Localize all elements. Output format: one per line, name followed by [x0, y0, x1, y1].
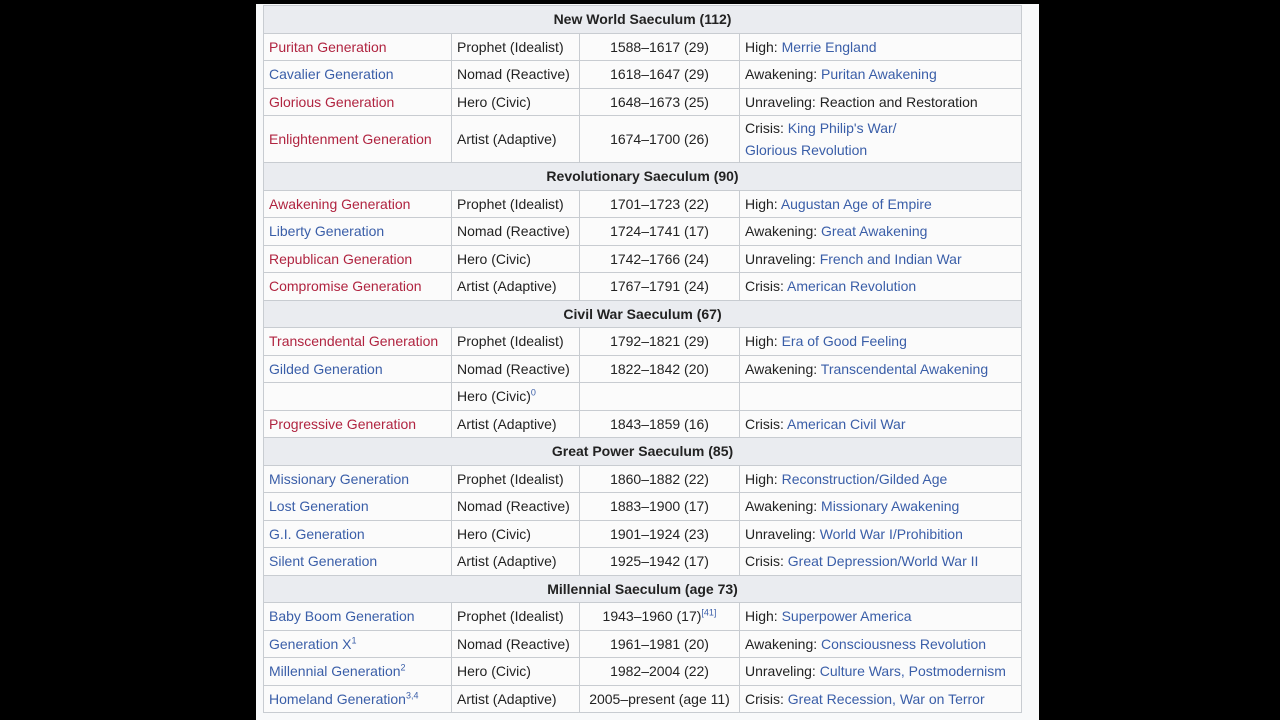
table-row: [264, 328, 1022, 356]
generation-cell: [264, 116, 452, 163]
birth-years-text: 1701–1723 (22): [610, 195, 709, 212]
turning-cell: [740, 685, 1022, 713]
birth-years-cell: [580, 383, 740, 411]
turning-link[interactable]: Transcendental Awakening: [820, 360, 989, 377]
turning-label: Awakening:: [745, 635, 818, 652]
table-row: [264, 190, 1022, 218]
birth-years-cell: [580, 520, 740, 548]
archetype-text: Artist (Adaptive): [457, 278, 557, 295]
footnote-ref[interactable]: 0: [530, 387, 536, 398]
table-row: [264, 88, 1022, 116]
archetype-cell: [452, 685, 580, 713]
table-row: [264, 273, 1022, 301]
birth-years-cell: [580, 273, 740, 301]
birth-years-text: 1742–1766 (24): [610, 250, 709, 267]
birth-years-text: 1792–1821 (29): [610, 333, 709, 350]
archetype-text: Hero (Civic): [457, 663, 531, 680]
birth-years-cell: [580, 685, 740, 713]
archetype-text: Nomad (Reactive): [457, 66, 570, 83]
birth-years-cell: [580, 548, 740, 576]
section-title: Millennial Saeculum (age 73): [264, 575, 1022, 603]
archetype-cell: [452, 88, 580, 116]
birth-years-cell: [580, 328, 740, 356]
archetype-text: Artist (Adaptive): [457, 415, 557, 432]
turning-link[interactable]: World War I/Prohibition: [819, 525, 963, 542]
turning-link[interactable]: Great Awakening: [821, 223, 928, 240]
birth-years-cell: [580, 245, 740, 273]
archetype-text: Prophet (Idealist): [457, 608, 564, 625]
turning-label: High:: [745, 470, 778, 487]
table-row: [264, 61, 1022, 89]
birth-years-text: 1588–1617 (29): [610, 38, 709, 55]
saeculum-table: [263, 5, 1022, 713]
turning-label: Awakening:: [745, 66, 818, 83]
birth-years-cell: [580, 190, 740, 218]
archetype-text: Prophet (Idealist): [457, 195, 564, 212]
generation-cell: [264, 383, 452, 411]
generation-cell: [264, 465, 452, 493]
generation-cell: [264, 658, 452, 686]
generation-cell: [264, 685, 452, 713]
archetype-text: Artist (Adaptive): [457, 690, 557, 707]
archetype-cell: [452, 273, 580, 301]
birth-years-cell: [580, 410, 740, 438]
section-header-row: [264, 438, 1022, 466]
birth-years-text: 1822–1842 (20): [610, 360, 709, 377]
birth-years-text: 1648–1673 (25): [610, 93, 709, 110]
archetype-text: Prophet (Idealist): [457, 38, 564, 55]
generation-cell: [264, 328, 452, 356]
turning-cell: [740, 61, 1022, 89]
turning-link[interactable]: King Philip's War/: [787, 120, 897, 136]
generation-link[interactable]: Homeland Generation: [269, 690, 406, 707]
archetype-text: Prophet (Idealist): [457, 333, 564, 350]
turning-label: Crisis:: [745, 553, 784, 570]
generation-link[interactable]: Awakening Generation: [269, 195, 411, 212]
archetype-cell: [452, 465, 580, 493]
generation-cell: [264, 190, 452, 218]
section-header-row: [264, 6, 1022, 34]
turning-label: High:: [745, 608, 778, 625]
archetype-text: Nomad (Reactive): [457, 498, 570, 515]
archetype-cell: [452, 410, 580, 438]
turning-cell: [740, 88, 1022, 116]
archetype-cell: [452, 493, 580, 521]
birth-years-text: 1943–1960 (17): [602, 608, 702, 625]
archetype-text: Hero (Civic): [457, 525, 531, 542]
turning-label: Crisis:: [745, 120, 784, 136]
birth-years-text: 1982–2004 (22): [610, 663, 709, 680]
turning-link[interactable]: Augustan Age of Empire: [780, 195, 932, 212]
turning-cell: [740, 548, 1022, 576]
archetype-text: Hero (Civic): [457, 250, 531, 267]
archetype-text: Nomad (Reactive): [457, 223, 570, 240]
turning-label: High:: [745, 333, 778, 350]
table-row: [264, 548, 1022, 576]
turning-link[interactable]: Reconstruction/Gilded Age: [781, 470, 948, 487]
generation-link[interactable]: Compromise Generation: [269, 278, 422, 295]
generation-cell: [264, 603, 452, 631]
birth-years-cell: [580, 88, 740, 116]
turning-link[interactable]: Consciousness Revolution: [821, 635, 987, 652]
turning-link[interactable]: Superpower America: [781, 608, 912, 625]
generation-cell: [264, 355, 452, 383]
generation-cell: [264, 410, 452, 438]
turning-cell: [740, 245, 1022, 273]
birth-years-text: 1961–1981 (20): [610, 635, 709, 652]
archetype-text: Nomad (Reactive): [457, 635, 570, 652]
generation-cell: [264, 88, 452, 116]
generation-link[interactable]: Enlightenment Generation: [269, 131, 432, 147]
table-row: [264, 116, 1022, 163]
table-row: [264, 33, 1022, 61]
generation-cell: [264, 520, 452, 548]
generation-link[interactable]: G.I. Generation: [269, 525, 365, 542]
turning-label: Unraveling:: [745, 663, 816, 680]
table-row: [264, 245, 1022, 273]
generation-link[interactable]: Missionary Generation: [269, 470, 410, 487]
turning-cell: [740, 603, 1022, 631]
turning-label: Awakening:: [745, 223, 818, 240]
birth-years-text: 1901–1924 (23): [610, 525, 709, 542]
generation-link[interactable]: Lost Generation: [269, 498, 369, 515]
turning-label: Crisis:: [745, 278, 784, 295]
birth-years-cell: [580, 465, 740, 493]
generation-cell: [264, 548, 452, 576]
archetype-text: Prophet (Idealist): [457, 470, 564, 487]
generation-cell: [264, 245, 452, 273]
archetype-cell: [452, 33, 580, 61]
table-row: [264, 520, 1022, 548]
archetype-cell: [452, 328, 580, 356]
turning-cell: [740, 383, 1022, 411]
turning-link[interactable]: Great Recession, War on Terror: [787, 690, 985, 707]
birth-years-cell: [580, 658, 740, 686]
turning-link[interactable]: French and Indian War: [819, 250, 962, 267]
turning-cell: [740, 520, 1022, 548]
archetype-cell: [452, 630, 580, 658]
section-header-row: [264, 163, 1022, 191]
generation-cell: [264, 218, 452, 246]
footnote-ref[interactable]: 2: [400, 662, 406, 673]
turning-label: Unraveling: Reaction and Restoration: [745, 93, 978, 110]
turning-cell: [740, 355, 1022, 383]
generation-link[interactable]: Baby Boom Generation: [269, 608, 415, 625]
turning-label: Awakening:: [745, 360, 818, 377]
archetype-cell: [452, 245, 580, 273]
section-header-row: [264, 300, 1022, 328]
turning-cell: [740, 273, 1022, 301]
turning-cell: [740, 410, 1022, 438]
birth-years-text: 1767–1791 (24): [610, 278, 709, 295]
generation-link[interactable]: Generation X: [269, 635, 352, 652]
generation-link[interactable]: Transcendental Generation: [269, 333, 439, 350]
archetype-text: Hero (Civic): [457, 93, 531, 110]
birth-years-text: 1674–1700 (26): [610, 131, 709, 147]
archetype-cell: [452, 658, 580, 686]
birth-years-text: 2005–present (age 11): [589, 690, 730, 707]
table-row: [264, 218, 1022, 246]
birth-years-cell: [580, 116, 740, 163]
archetype-cell: [452, 355, 580, 383]
birth-years-cell: [580, 493, 740, 521]
turning-label: Awakening:: [745, 498, 818, 515]
turning-link[interactable]: Great Depression/World War II: [787, 553, 979, 570]
generation-link[interactable]: Gilded Generation: [269, 360, 383, 377]
archetype-cell: [452, 190, 580, 218]
turning-cell: [740, 630, 1022, 658]
table-row: [264, 658, 1022, 686]
birth-years-cell: [580, 603, 740, 631]
archetype-text: Nomad (Reactive): [457, 360, 570, 377]
turning-link[interactable]: Glorious Revolution: [745, 142, 868, 158]
archetype-cell: [452, 603, 580, 631]
turning-link[interactable]: Missionary Awakening: [821, 498, 960, 515]
generation-link[interactable]: Glorious Generation: [269, 93, 395, 110]
section-header-row: [264, 575, 1022, 603]
turning-link[interactable]: Puritan Awakening: [821, 66, 937, 83]
table-row: [264, 685, 1022, 713]
section-title: New World Saeculum (112): [264, 6, 1022, 34]
wiki-page: [256, 4, 1039, 720]
birth-years-cell: [580, 218, 740, 246]
turning-label: Unraveling:: [745, 525, 816, 542]
generation-link[interactable]: Silent Generation: [269, 553, 378, 570]
footnote-ref[interactable]: 1: [351, 635, 357, 646]
birth-years-cell: [580, 630, 740, 658]
turning-label: Unraveling:: [745, 250, 816, 267]
archetype-text: Artist (Adaptive): [457, 553, 557, 570]
table-row: [264, 493, 1022, 521]
footnote-ref[interactable]: 3,4: [405, 690, 419, 701]
birth-years-cell: [580, 61, 740, 89]
turning-cell: [740, 33, 1022, 61]
table-row: [264, 603, 1022, 631]
archetype-cell: [452, 116, 580, 163]
turning-cell: [740, 116, 1022, 163]
birth-years-text: 1618–1647 (29): [610, 66, 709, 83]
generation-link[interactable]: Republican Generation: [269, 250, 413, 267]
turning-cell: [740, 658, 1022, 686]
citation-ref[interactable]: [41]: [701, 607, 717, 618]
turning-link[interactable]: American Civil War: [787, 415, 906, 432]
birth-years-text: 1724–1741 (17): [610, 223, 709, 240]
archetype-cell: [452, 548, 580, 576]
generation-cell: [264, 493, 452, 521]
birth-years-cell: [580, 355, 740, 383]
archetype-text: Hero (Civic): [457, 388, 531, 405]
generation-cell: [264, 273, 452, 301]
table-row: [264, 630, 1022, 658]
archetype-text: Artist (Adaptive): [457, 131, 557, 147]
turning-label: Crisis:: [745, 690, 784, 707]
archetype-cell: [452, 520, 580, 548]
table-row: [264, 383, 1022, 411]
turning-link[interactable]: American Revolution: [787, 278, 917, 295]
table-row: [264, 465, 1022, 493]
birth-years-text: 1843–1859 (16): [610, 415, 709, 432]
turning-cell: [740, 465, 1022, 493]
generation-cell: [264, 33, 452, 61]
generation-cell: [264, 630, 452, 658]
birth-years-text: 1925–1942 (17): [610, 553, 709, 570]
turning-link[interactable]: Era of Good Feeling: [781, 333, 907, 350]
turning-cell: [740, 218, 1022, 246]
turning-cell: [740, 493, 1022, 521]
turning-link[interactable]: Culture Wars, Postmodernism: [819, 663, 1006, 680]
table-row: [264, 410, 1022, 438]
generation-link[interactable]: Liberty Generation: [269, 223, 385, 240]
turning-cell: [740, 328, 1022, 356]
archetype-cell: [452, 383, 580, 411]
section-title: Revolutionary Saeculum (90): [264, 163, 1022, 191]
table-row: [264, 355, 1022, 383]
turning-label: High:: [745, 38, 778, 55]
section-title: Great Power Saeculum (85): [264, 438, 1022, 466]
birth-years-cell: [580, 33, 740, 61]
generation-link[interactable]: Puritan Generation: [269, 38, 387, 55]
generation-cell: [264, 61, 452, 89]
turning-cell: [740, 190, 1022, 218]
generation-link[interactable]: Cavalier Generation: [269, 66, 394, 83]
birth-years-text: 1860–1882 (22): [610, 470, 709, 487]
section-title: Civil War Saeculum (67): [264, 300, 1022, 328]
generation-link[interactable]: Progressive Generation: [269, 415, 417, 432]
turning-label: High:: [745, 195, 778, 212]
generation-link[interactable]: Millennial Generation: [269, 663, 401, 680]
turning-link[interactable]: Merrie England: [781, 38, 877, 55]
archetype-cell: [452, 218, 580, 246]
birth-years-text: 1883–1900 (17): [610, 498, 709, 515]
archetype-cell: [452, 61, 580, 89]
turning-label: Crisis:: [745, 415, 784, 432]
